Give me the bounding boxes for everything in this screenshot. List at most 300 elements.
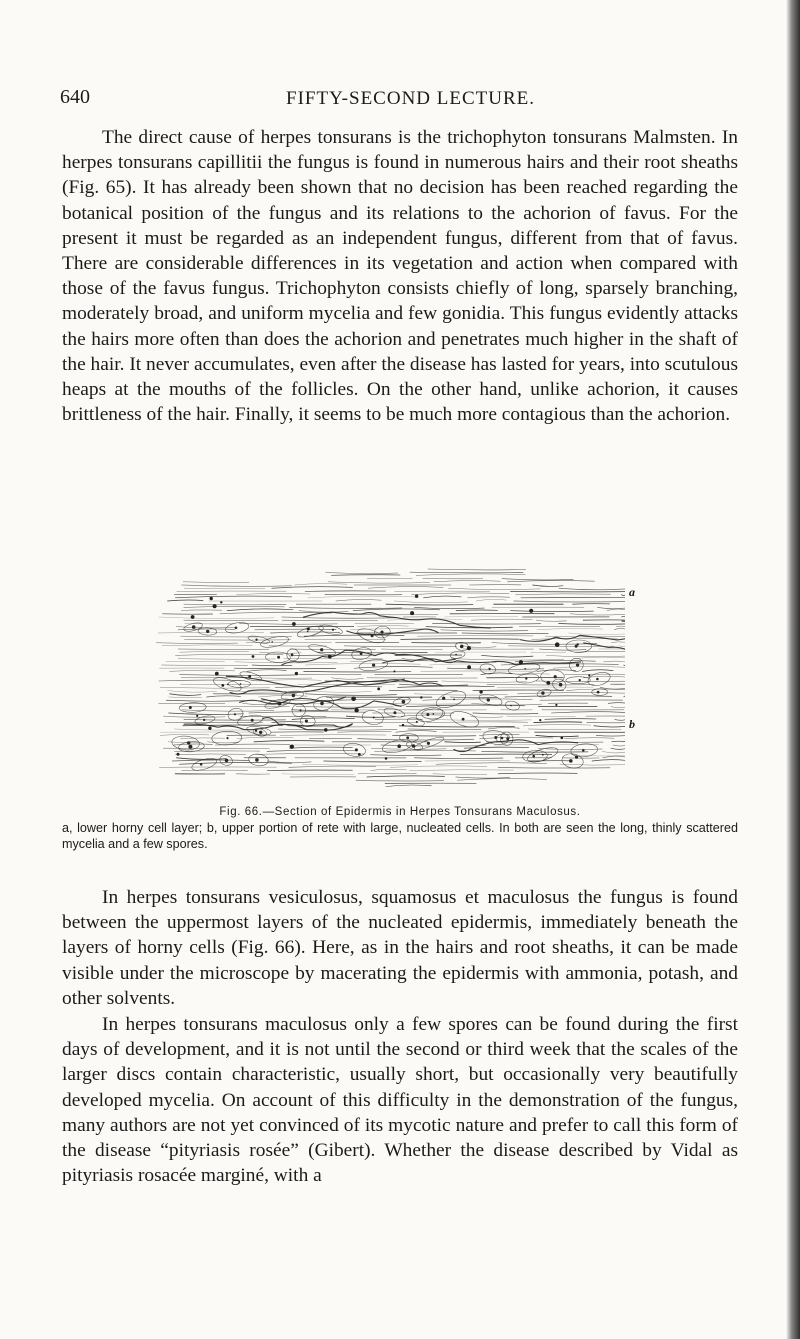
fiber-stroke — [160, 734, 209, 735]
fiber-stroke — [396, 731, 436, 733]
fiber-stroke — [371, 769, 407, 770]
fiber-stroke — [508, 581, 595, 582]
fiber-stroke — [615, 719, 625, 720]
cell-nucleus — [320, 702, 324, 706]
fiber-stroke — [280, 735, 386, 736]
fiber-stroke — [331, 678, 363, 679]
cell-nucleus — [307, 631, 309, 633]
fiber-stroke — [220, 612, 332, 614]
fiber-stroke — [282, 774, 354, 775]
cell-nucleus — [305, 720, 308, 723]
fiber-stroke — [169, 697, 202, 698]
cell-outline — [228, 680, 250, 687]
fiber-stroke — [267, 770, 352, 771]
spore-dot — [252, 655, 255, 658]
fiber-stroke — [428, 569, 526, 570]
fiber-stroke — [414, 758, 503, 759]
fiber-stroke — [166, 700, 246, 701]
fiber-stroke — [169, 713, 244, 714]
fiber-stroke — [344, 646, 456, 647]
fiber-stroke — [434, 581, 501, 582]
fiber-stroke — [458, 779, 547, 781]
cell-nucleus — [227, 684, 229, 686]
page-edge-shadow — [786, 0, 800, 1339]
mycelium-thread — [622, 621, 625, 629]
paragraph-direct-cause: The direct cause of herpes tonsurans is the trichophyton tonsurans Malmsten. In herpes tonsurans capillitii the fungus is found in numerous hairs and their root sheaths (Fig. 65). It has already been shown that no decision has been reached regarding the botanical position of the fungus and its relations to the achorion of favus. For the present it must be regarded as an independent fungus, different from that of favus. There are considerable differences in its vegetation and action when compared with those of the favus fungus. Trichophyton consists chiefly of long, sparsely branching, moderately broad, and uniform mycelia and few gonidia. This fungus evidently attacks the hairs more often than does the achorion and penetrates much higher in the shaft of the hair. It never accumulates, even after the disease has lasted for years, into scutulous heaps at the mouths of the follicles. On the other hand, unlike achorion, it causes brittleness of the hair. Finally, it seems to be much more contagious than the achorion. — [62, 127, 738, 426]
spore-dot — [588, 674, 590, 676]
fiber-stroke — [615, 628, 626, 629]
fiber-stroke — [471, 619, 532, 620]
fiber-stroke — [254, 741, 324, 742]
fiber-stroke — [608, 703, 625, 704]
fiber-stroke — [487, 684, 594, 685]
fiber-stroke — [468, 597, 510, 598]
cell-nucleus — [582, 749, 585, 752]
fiber-stroke — [182, 585, 292, 586]
fiber-stroke — [170, 694, 201, 696]
fiber-stroke — [336, 600, 381, 601]
fiber-stroke — [332, 575, 401, 576]
fiber-stroke — [303, 764, 418, 765]
fiber-stroke — [353, 609, 439, 611]
fiber-stroke — [516, 594, 611, 595]
fiber-stroke — [381, 649, 442, 650]
fiber-stroke — [308, 596, 419, 598]
fiber-stroke — [178, 629, 235, 630]
fiber-stroke — [356, 780, 444, 781]
spore-dot — [210, 597, 213, 600]
fiber-stroke — [386, 604, 473, 605]
cell-nucleus — [251, 719, 254, 722]
fiber-stroke — [393, 735, 476, 736]
cell-nucleus — [402, 700, 406, 704]
fiber-stroke — [410, 770, 514, 771]
fiber-stroke — [552, 712, 626, 713]
fiber-stroke — [398, 686, 495, 687]
fiber-stroke — [569, 633, 625, 635]
fiber-stroke — [289, 607, 401, 608]
fiber-stroke — [498, 767, 610, 768]
fiber-stroke — [546, 655, 625, 656]
fiber-stroke — [184, 588, 265, 589]
fiber-stroke — [282, 617, 397, 618]
fiber-stroke — [184, 606, 285, 607]
cell-nucleus — [542, 754, 544, 756]
fiber-stroke — [237, 593, 310, 594]
fiber-stroke — [174, 744, 213, 745]
cell-nucleus — [416, 721, 418, 723]
cell-nucleus — [460, 645, 464, 649]
fiber-stroke — [559, 588, 625, 590]
fiber-stroke — [565, 738, 615, 739]
fiber-stroke — [456, 610, 498, 611]
fiber-stroke — [159, 680, 242, 681]
cell-nucleus — [355, 748, 358, 751]
cell-nucleus — [240, 683, 242, 685]
epidermis-section-drawing — [155, 565, 625, 795]
fiber-stroke — [182, 710, 274, 711]
spore-dot — [410, 611, 414, 615]
fiber-stroke — [582, 670, 613, 672]
cell-nucleus — [332, 629, 334, 631]
fiber-stroke — [282, 620, 377, 621]
fiber-stroke — [414, 694, 507, 695]
fiber-stroke — [492, 643, 597, 645]
fiber-stroke — [537, 628, 603, 629]
fiber-stroke — [476, 599, 506, 601]
fiber-stroke — [346, 716, 395, 717]
fiber-stroke — [433, 774, 487, 775]
fiber-stroke — [426, 722, 528, 723]
figure-caption-text: a, lower horny cell layer; b, upper portion of rete with large, nucleated cells. In both are seen the long, thinly scattered mycelia and a few spores. — [62, 821, 738, 851]
cell-outline — [342, 742, 366, 758]
spore-dot — [208, 727, 211, 730]
fiber-stroke — [178, 659, 275, 660]
spore-dot — [377, 688, 380, 691]
fiber-stroke — [256, 678, 312, 679]
fiber-stroke — [602, 751, 625, 753]
fiber-stroke — [183, 725, 283, 726]
lecture-title: FIFTY-SECOND LECTURE. — [286, 88, 536, 109]
cell-nucleus — [596, 678, 599, 681]
engraving-lines — [156, 569, 625, 787]
spore-dot — [442, 697, 445, 700]
fiber-stroke — [168, 691, 217, 693]
paragraph-vesiculosus: In herpes tonsurans vesiculosus, squamosus et maculosus the fungus is found between the uppermost layers of the nucleated epidermis, immediately beneath the layers of horny cells (Fig. 66). Here, as in the hairs and root sheaths, it can be made visible under the microscope by macerating the epidermis with ammonia, potash, and other solvents. — [62, 887, 738, 1009]
fiber-stroke — [449, 588, 541, 589]
fiber-stroke — [604, 661, 625, 662]
fiber-stroke — [502, 579, 573, 580]
fiber-stroke — [612, 741, 625, 742]
fiber-stroke — [304, 635, 404, 636]
spore-dot — [555, 642, 560, 647]
cell-outline — [415, 705, 444, 724]
spore-dot — [415, 595, 418, 598]
cell-nucleus — [380, 631, 383, 634]
running-head — [60, 88, 760, 118]
cell-nucleus — [206, 630, 209, 633]
fiber-stroke — [207, 696, 241, 697]
spore-dot — [394, 670, 396, 672]
fiber-stroke — [406, 705, 524, 707]
spore-dot — [560, 736, 563, 739]
fiber-stroke — [624, 696, 625, 697]
fiber-stroke — [175, 596, 291, 598]
spore-dot — [220, 601, 222, 603]
fiber-stroke — [158, 632, 264, 633]
fiber-stroke — [162, 645, 252, 646]
cell-nucleus — [360, 652, 363, 655]
cell-nucleus — [569, 759, 573, 763]
fiber-stroke — [414, 607, 484, 608]
cell-nucleus — [292, 694, 295, 697]
fiber-stroke — [570, 614, 625, 615]
cell-nucleus — [525, 677, 527, 679]
cell-nucleus — [433, 713, 435, 715]
fiber-stroke — [538, 748, 602, 749]
fiber-stroke — [184, 604, 286, 605]
fiber-stroke — [441, 630, 528, 631]
cell-nucleus — [225, 759, 229, 763]
spore-dot — [519, 660, 523, 664]
fiber-stroke — [159, 617, 274, 619]
fiber-stroke — [401, 639, 519, 640]
fiber-stroke — [180, 675, 295, 676]
fiber-stroke — [498, 773, 577, 774]
fiber-stroke — [536, 681, 625, 682]
cell-nucleus — [397, 744, 401, 748]
figure-caption-title: Fig. 66.—Section of Epidermis in Herpes Tonsurans Maculosus. — [219, 806, 581, 818]
cell-nucleus — [203, 719, 205, 721]
paragraph-maculosus: In herpes tonsurans maculosus only a few spores can be found during the first days of development, and it is not until the second or third week that the scales of the larger discs contain characteristic, usually short, but occasionally very beautifully developed mycelia. On account of this difficulty in the demonstration of the fungus, many authors are not yet convinced of its mycotic nature and prefer to call this form of the disease “pityriasis rosée” (Gibert). Whether the disease described by Vidal as pityriasis rosacée marginé, with a — [62, 1014, 738, 1187]
fiber-stroke — [536, 620, 566, 621]
fiber-stroke — [299, 611, 348, 613]
cell-nucleus — [299, 709, 301, 711]
fiber-stroke — [324, 761, 422, 762]
fiber-stroke — [523, 724, 590, 725]
fiber-stroke — [613, 745, 625, 746]
cell-outline — [592, 689, 608, 696]
spore-dot — [529, 609, 533, 613]
fiber-stroke — [592, 760, 625, 761]
fiber-stroke — [252, 665, 292, 666]
fiber-stroke — [430, 664, 489, 665]
cell-nucleus — [541, 691, 544, 694]
cell-nucleus — [406, 736, 409, 739]
cell-nucleus — [501, 737, 504, 740]
fiber-stroke — [234, 668, 335, 669]
cell-nucleus — [235, 627, 238, 630]
figure-label-b: b — [629, 717, 635, 731]
cell-nucleus — [427, 742, 430, 745]
fiber-stroke — [528, 729, 621, 730]
fiber-stroke — [163, 716, 225, 717]
fiber-stroke — [326, 572, 398, 573]
fiber-stroke — [603, 756, 625, 758]
fiber-stroke — [335, 700, 410, 701]
fiber-stroke — [183, 582, 249, 583]
fiber-stroke — [255, 629, 336, 630]
fiber-stroke — [208, 742, 239, 743]
fiber-stroke — [162, 665, 248, 666]
fiber-stroke — [480, 737, 553, 738]
fiber-stroke — [305, 694, 396, 696]
fiber-stroke — [305, 591, 385, 592]
fiber-stroke — [289, 766, 376, 767]
fiber-stroke — [462, 633, 548, 634]
spore-dot — [467, 665, 471, 669]
fiber-stroke — [545, 719, 596, 720]
cell-nucleus — [373, 717, 375, 719]
fiber-stroke — [533, 585, 563, 586]
fiber-stroke — [611, 707, 625, 708]
fiber-stroke — [296, 707, 393, 708]
cell-nucleus — [487, 698, 490, 701]
fiber-stroke — [272, 587, 353, 589]
fiber-stroke — [429, 719, 531, 720]
fiber-stroke — [317, 652, 427, 653]
fiber-stroke — [596, 735, 625, 736]
cell-nucleus — [255, 639, 257, 641]
fiber-stroke — [416, 574, 525, 576]
spore-dot — [577, 643, 579, 645]
fiber-stroke — [482, 655, 533, 657]
cell-nucleus — [532, 755, 535, 758]
cell-nucleus — [579, 679, 581, 681]
fiber-stroke — [451, 659, 563, 660]
fiber-stroke — [514, 601, 625, 602]
spore-dot — [351, 697, 356, 702]
fiber-stroke — [184, 639, 290, 640]
fiber-stroke — [607, 609, 625, 611]
fiber-stroke — [371, 755, 442, 756]
fiber-stroke — [423, 699, 533, 700]
fiber-stroke — [553, 666, 625, 668]
fiber-stroke — [172, 760, 249, 761]
fiber-stroke — [560, 764, 625, 765]
cell-nucleus — [234, 713, 236, 715]
cell-nucleus — [462, 718, 465, 721]
spore-dot — [215, 672, 219, 676]
fiber-stroke — [473, 713, 538, 714]
figure-66-illustration — [155, 565, 655, 795]
cell-outline — [566, 677, 590, 684]
fiber-stroke — [534, 722, 582, 723]
cell-outline — [381, 737, 413, 755]
fiber-stroke — [624, 665, 625, 666]
cell-nucleus — [554, 675, 557, 678]
fiber-stroke — [358, 739, 474, 740]
body-text-top — [62, 125, 738, 427]
fiber-stroke — [424, 596, 462, 598]
cell-nucleus — [576, 663, 579, 666]
spore-dot — [328, 655, 332, 659]
cell-nucleus — [259, 731, 262, 734]
cell-nucleus — [524, 668, 526, 670]
spore-dot — [324, 728, 328, 732]
fiber-stroke — [573, 604, 610, 605]
cell-nucleus — [188, 745, 192, 749]
fiber-stroke — [390, 766, 487, 767]
fiber-stroke — [175, 751, 260, 752]
fiber-stroke — [180, 651, 249, 652]
cell-nucleus — [393, 711, 396, 714]
spore-dot — [575, 756, 578, 759]
fiber-stroke — [445, 616, 518, 617]
cell-nucleus — [426, 713, 429, 716]
fiber-stroke — [160, 687, 269, 688]
spore-dot — [295, 672, 298, 675]
fiber-stroke — [536, 735, 578, 736]
fiber-stroke — [509, 646, 614, 647]
fiber-stroke — [181, 738, 225, 739]
fiber-stroke — [156, 643, 237, 644]
fiber-stroke — [445, 742, 481, 743]
cell-outline — [586, 670, 611, 688]
figure-label-a: a — [629, 585, 635, 599]
fiber-stroke — [598, 607, 626, 608]
fiber-stroke — [621, 595, 625, 596]
fiber-stroke — [247, 670, 286, 672]
fiber-stroke — [611, 642, 625, 643]
fiber-stroke — [573, 657, 625, 658]
cell-nucleus — [320, 648, 323, 651]
fiber-stroke — [249, 712, 366, 713]
spore-dot — [420, 696, 422, 698]
spore-dot — [539, 719, 541, 721]
fiber-stroke — [328, 582, 430, 583]
fiber-stroke — [411, 593, 509, 595]
spore-dot — [196, 715, 198, 717]
fiber-stroke — [619, 646, 625, 647]
body-text-bottom — [62, 885, 738, 1188]
spore-dot — [307, 628, 310, 631]
fiber-stroke — [515, 661, 595, 662]
cell-nucleus — [559, 683, 563, 687]
fiber-stroke — [386, 785, 432, 787]
fiber-stroke — [611, 748, 625, 749]
fiber-stroke — [170, 670, 235, 671]
cell-nucleus — [291, 654, 294, 657]
fiber-stroke — [259, 680, 321, 681]
fiber-stroke — [559, 623, 625, 624]
fiber-stroke — [540, 649, 587, 650]
spore-dot — [292, 622, 296, 626]
cell-nucleus — [453, 699, 455, 701]
fiber-stroke — [270, 632, 339, 633]
cell-nucleus — [226, 737, 228, 739]
fiber-stroke — [505, 696, 612, 697]
spore-dot — [213, 604, 217, 608]
cell-nucleus — [494, 736, 497, 739]
fiber-stroke — [295, 584, 347, 585]
spore-dot — [191, 615, 195, 619]
fiber-stroke — [442, 681, 527, 682]
cell-nucleus — [488, 668, 490, 670]
fiber-stroke — [368, 587, 443, 589]
cell-nucleus — [277, 656, 280, 659]
cell-nucleus — [187, 741, 190, 744]
spore-dot — [402, 724, 404, 726]
cell-nucleus — [248, 675, 251, 678]
fiber-stroke — [456, 777, 510, 778]
fiber-stroke — [354, 666, 432, 668]
fiber-stroke — [239, 623, 337, 624]
cell-nucleus — [200, 763, 203, 766]
fiber-stroke — [389, 703, 460, 704]
cell-nucleus — [271, 641, 273, 643]
spore-dot — [358, 753, 361, 756]
cell-nucleus — [597, 691, 600, 694]
fiber-stroke — [176, 758, 226, 760]
fiber-stroke — [594, 726, 625, 727]
fiber-stroke — [371, 748, 446, 749]
fiber-stroke — [259, 695, 308, 697]
spore-dot — [546, 681, 550, 685]
cell-nucleus — [510, 705, 512, 707]
page-number: 640 — [60, 86, 90, 108]
fiber-stroke — [227, 609, 293, 611]
fiber-stroke — [436, 763, 546, 764]
mycelium-thread — [347, 629, 438, 634]
fiber-stroke — [518, 693, 625, 694]
cell-nucleus — [455, 654, 457, 656]
cell-nucleus — [192, 625, 196, 629]
fiber-stroke — [367, 776, 445, 777]
fiber-stroke — [394, 601, 467, 603]
fiber-stroke — [511, 611, 594, 612]
spore-dot — [354, 708, 358, 712]
